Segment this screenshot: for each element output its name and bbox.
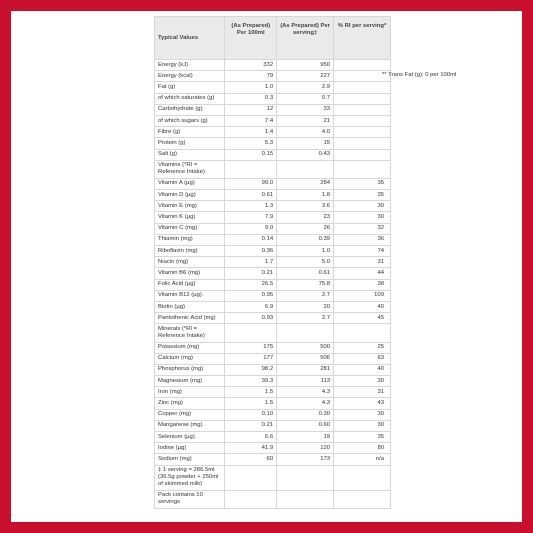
nutrient-label: Energy (kcal): [155, 71, 225, 82]
nutrient-label: Vitamin C (mg): [155, 223, 225, 234]
value-per-serving: 113: [277, 376, 334, 387]
value-per-100ml: 0.3: [225, 93, 277, 104]
nutrient-label: Copper (mg): [155, 409, 225, 420]
nutrient-label: Vitamin A (µg): [155, 178, 225, 189]
ri-percent: 31: [334, 257, 391, 268]
value-per-100ml: [225, 465, 277, 490]
table-row: [155, 60, 391, 71]
value-per-serving: 1.0: [277, 246, 334, 257]
value-per-serving: 2.7: [277, 313, 334, 324]
value-per-serving: [277, 465, 334, 490]
value-per-serving: 2.9: [277, 82, 334, 93]
value-per-100ml: 6.6: [225, 432, 277, 443]
nutrient-label: Potassium (mg): [155, 342, 225, 353]
value-per-serving: 75.8: [277, 279, 334, 290]
value-per-100ml: 41.9: [225, 443, 277, 454]
table-row: [155, 246, 391, 257]
ri-percent: 35: [334, 190, 391, 201]
value-per-serving: 0.7: [277, 93, 334, 104]
trans-fat-note: ** Trans Fat (g): 0 per 100ml: [382, 72, 457, 78]
value-per-100ml: 6.9: [225, 301, 277, 312]
table-row: [155, 432, 391, 443]
ri-percent: 43: [334, 398, 391, 409]
value-per-serving: 0.60: [277, 420, 334, 431]
header-per-serving: (As Prepared) Per serving‡: [277, 17, 334, 60]
nutrient-label: Selenium (µg): [155, 432, 225, 443]
table-row: [155, 313, 391, 324]
table-row: [155, 234, 391, 245]
ri-percent: [334, 82, 391, 93]
value-per-100ml: 99.0: [225, 178, 277, 189]
value-per-serving: 284: [277, 178, 334, 189]
table-row: [155, 138, 391, 149]
ri-percent: [334, 138, 391, 149]
ri-percent: 38: [334, 279, 391, 290]
nutrient-label: Vitamin E (mg): [155, 201, 225, 212]
table-row: [155, 93, 391, 104]
value-per-100ml: 0.36: [225, 246, 277, 257]
value-per-100ml: 26.5: [225, 279, 277, 290]
value-per-serving: 120: [277, 443, 334, 454]
table-row: [155, 149, 391, 160]
value-per-serving: 500: [277, 342, 334, 353]
value-per-100ml: 1.0: [225, 82, 277, 93]
table-row: [155, 420, 391, 431]
value-per-100ml: 0.21: [225, 420, 277, 431]
table-body: [155, 60, 391, 509]
value-per-serving: 20: [277, 301, 334, 312]
value-per-serving: 227: [277, 71, 334, 82]
nutrient-label: Pantothenic Acid (mg): [155, 313, 225, 324]
table-row: [155, 454, 391, 465]
nutrition-page: [11, 11, 522, 522]
header-per-100ml: (As Prepared) Per 100ml: [225, 17, 277, 60]
nutrient-label: Vitamin D (µg): [155, 190, 225, 201]
ri-percent: 35: [334, 432, 391, 443]
nutrient-label: Riboflavin (mg): [155, 246, 225, 257]
value-per-100ml: 7.9: [225, 212, 277, 223]
value-per-serving: 281: [277, 364, 334, 375]
table-row: [155, 342, 391, 353]
value-per-serving: [277, 490, 334, 508]
ri-percent: 74: [334, 246, 391, 257]
value-per-100ml: 60: [225, 454, 277, 465]
table-row: [155, 201, 391, 212]
nutrient-label: Manganese (mg): [155, 420, 225, 431]
table-row: [155, 223, 391, 234]
value-per-100ml: [225, 490, 277, 508]
value-per-serving: 33: [277, 104, 334, 115]
value-per-serving: 2.7: [277, 290, 334, 301]
value-per-serving: 0.61: [277, 268, 334, 279]
value-per-100ml: 79: [225, 71, 277, 82]
ri-percent: 40: [334, 301, 391, 312]
ri-percent: [334, 60, 391, 71]
table-row: [155, 465, 391, 490]
value-per-serving: 23: [277, 212, 334, 223]
value-per-100ml: 5.3: [225, 138, 277, 149]
ri-percent: 35: [334, 178, 391, 189]
value-per-serving: 4.0: [277, 127, 334, 138]
value-per-100ml: 177: [225, 353, 277, 364]
value-per-100ml: 1.4: [225, 127, 277, 138]
table-row: [155, 398, 391, 409]
nutrient-label: Protein (g): [155, 138, 225, 149]
ri-percent: 30: [334, 420, 391, 431]
value-per-serving: 19: [277, 432, 334, 443]
nutrient-label: of which saturates (g): [155, 93, 225, 104]
ri-percent: 32: [334, 223, 391, 234]
nutrient-label: Vitamin K (µg): [155, 212, 225, 223]
table-row: [155, 104, 391, 115]
ri-percent: 109: [334, 290, 391, 301]
ri-percent: 30: [334, 376, 391, 387]
table-row: [155, 387, 391, 398]
table-row: [155, 190, 391, 201]
value-per-serving: 15: [277, 138, 334, 149]
ri-percent: [334, 93, 391, 104]
value-per-serving: [277, 160, 334, 178]
table-row: [155, 160, 391, 178]
value-per-100ml: 0.21: [225, 268, 277, 279]
value-per-serving: 173: [277, 454, 334, 465]
value-per-serving: 506: [277, 353, 334, 364]
nutrient-label: Thiamin (mg): [155, 234, 225, 245]
table-row: [155, 115, 391, 126]
value-per-serving: 21: [277, 115, 334, 126]
value-per-serving: 26: [277, 223, 334, 234]
table-row: [155, 127, 391, 138]
nutrient-label: Minerals (*RI = Reference Intake): [155, 324, 225, 342]
value-per-serving: 4.3: [277, 398, 334, 409]
nutrient-label: Fibre (g): [155, 127, 225, 138]
ri-percent: 40: [334, 364, 391, 375]
ri-percent: [334, 490, 391, 508]
header-typical-values: Typical Values: [155, 17, 225, 60]
value-per-100ml: 9.0: [225, 223, 277, 234]
ri-percent: 63: [334, 353, 391, 364]
value-per-100ml: 1.5: [225, 387, 277, 398]
ri-percent: [334, 465, 391, 490]
table-row: [155, 268, 391, 279]
table-row: [155, 82, 391, 93]
nutrient-label: ‡ 1 serving = 286.5ml (36.5g powder + 250ml of skimmed milk): [155, 465, 225, 490]
value-per-100ml: 0.61: [225, 190, 277, 201]
nutrient-label: Zinc (mg): [155, 398, 225, 409]
value-per-100ml: 175: [225, 342, 277, 353]
nutrient-label: Sodium (mg): [155, 454, 225, 465]
table-row: [155, 301, 391, 312]
value-per-100ml: 332: [225, 60, 277, 71]
table-row: [155, 178, 391, 189]
table-row: [155, 353, 391, 364]
table-row: [155, 443, 391, 454]
value-per-100ml: [225, 324, 277, 342]
table-row: [155, 290, 391, 301]
nutrition-table: [154, 16, 391, 509]
value-per-100ml: 1.7: [225, 257, 277, 268]
nutrient-label: Niacin (mg): [155, 257, 225, 268]
table-header: [155, 17, 391, 60]
table-row: [155, 279, 391, 290]
value-per-serving: 5.0: [277, 257, 334, 268]
ri-percent: 80: [334, 443, 391, 454]
value-per-100ml: 12: [225, 104, 277, 115]
value-per-100ml: 0.93: [225, 313, 277, 324]
nutrient-label: Iodine (µg): [155, 443, 225, 454]
nutrient-label: Phosphorus (mg): [155, 364, 225, 375]
ri-percent: 31: [334, 387, 391, 398]
value-per-100ml: 1.5: [225, 398, 277, 409]
ri-percent: 30: [334, 201, 391, 212]
nutrient-label: Vitamin B12 (µg): [155, 290, 225, 301]
value-per-serving: [277, 324, 334, 342]
nutrient-label: Folic Acid (µg): [155, 279, 225, 290]
nutrient-label: Vitamins (*RI = Reference Intake): [155, 160, 225, 178]
ri-percent: 45: [334, 313, 391, 324]
nutrient-label: of which sugars (g): [155, 115, 225, 126]
value-per-serving: 1.8: [277, 190, 334, 201]
ri-percent: 25: [334, 342, 391, 353]
header-ri-per-serving: % RI per serving*: [334, 17, 391, 60]
value-per-serving: 0.39: [277, 234, 334, 245]
nutrient-label: Calcium (mg): [155, 353, 225, 364]
table-row: [155, 364, 391, 375]
ri-percent: n/a: [334, 454, 391, 465]
ri-percent: [334, 160, 391, 178]
value-per-100ml: 1.3: [225, 201, 277, 212]
table-row: [155, 257, 391, 268]
nutrient-label: Pack contains 10 servings: [155, 490, 225, 508]
ri-percent: [334, 324, 391, 342]
nutrient-label: Iron (mg): [155, 387, 225, 398]
table-row: [155, 71, 391, 82]
ri-percent: 30: [334, 409, 391, 420]
table-row: [155, 490, 391, 508]
table-row: [155, 212, 391, 223]
value-per-serving: 3.6: [277, 201, 334, 212]
value-per-100ml: 0.10: [225, 409, 277, 420]
nutrient-label: Fat (g): [155, 82, 225, 93]
value-per-100ml: [225, 160, 277, 178]
table-row: [155, 376, 391, 387]
value-per-serving: 0.30: [277, 409, 334, 420]
value-per-100ml: 7.4: [225, 115, 277, 126]
nutrient-label: Magnesium (mg): [155, 376, 225, 387]
nutrient-label: Vitamin B6 (mg): [155, 268, 225, 279]
nutrient-label: Biotin (µg): [155, 301, 225, 312]
ri-percent: [334, 104, 391, 115]
ri-percent: [334, 149, 391, 160]
value-per-100ml: 0.95: [225, 290, 277, 301]
value-per-100ml: 39.3: [225, 376, 277, 387]
ri-percent: [334, 127, 391, 138]
value-per-100ml: 0.14: [225, 234, 277, 245]
value-per-100ml: 0.15: [225, 149, 277, 160]
table-row: [155, 324, 391, 342]
value-per-serving: 0.43: [277, 149, 334, 160]
ri-percent: [334, 115, 391, 126]
header-row: [155, 17, 391, 60]
ri-percent: 44: [334, 268, 391, 279]
table-row: [155, 409, 391, 420]
nutrient-label: Salt (g): [155, 149, 225, 160]
ri-percent: 30: [334, 212, 391, 223]
nutrient-label: Energy (kJ): [155, 60, 225, 71]
value-per-serving: 950: [277, 60, 334, 71]
value-per-100ml: 98.2: [225, 364, 277, 375]
value-per-serving: 4.3: [277, 387, 334, 398]
nutrient-label: Carbohydrate (g): [155, 104, 225, 115]
ri-percent: 36: [334, 234, 391, 245]
